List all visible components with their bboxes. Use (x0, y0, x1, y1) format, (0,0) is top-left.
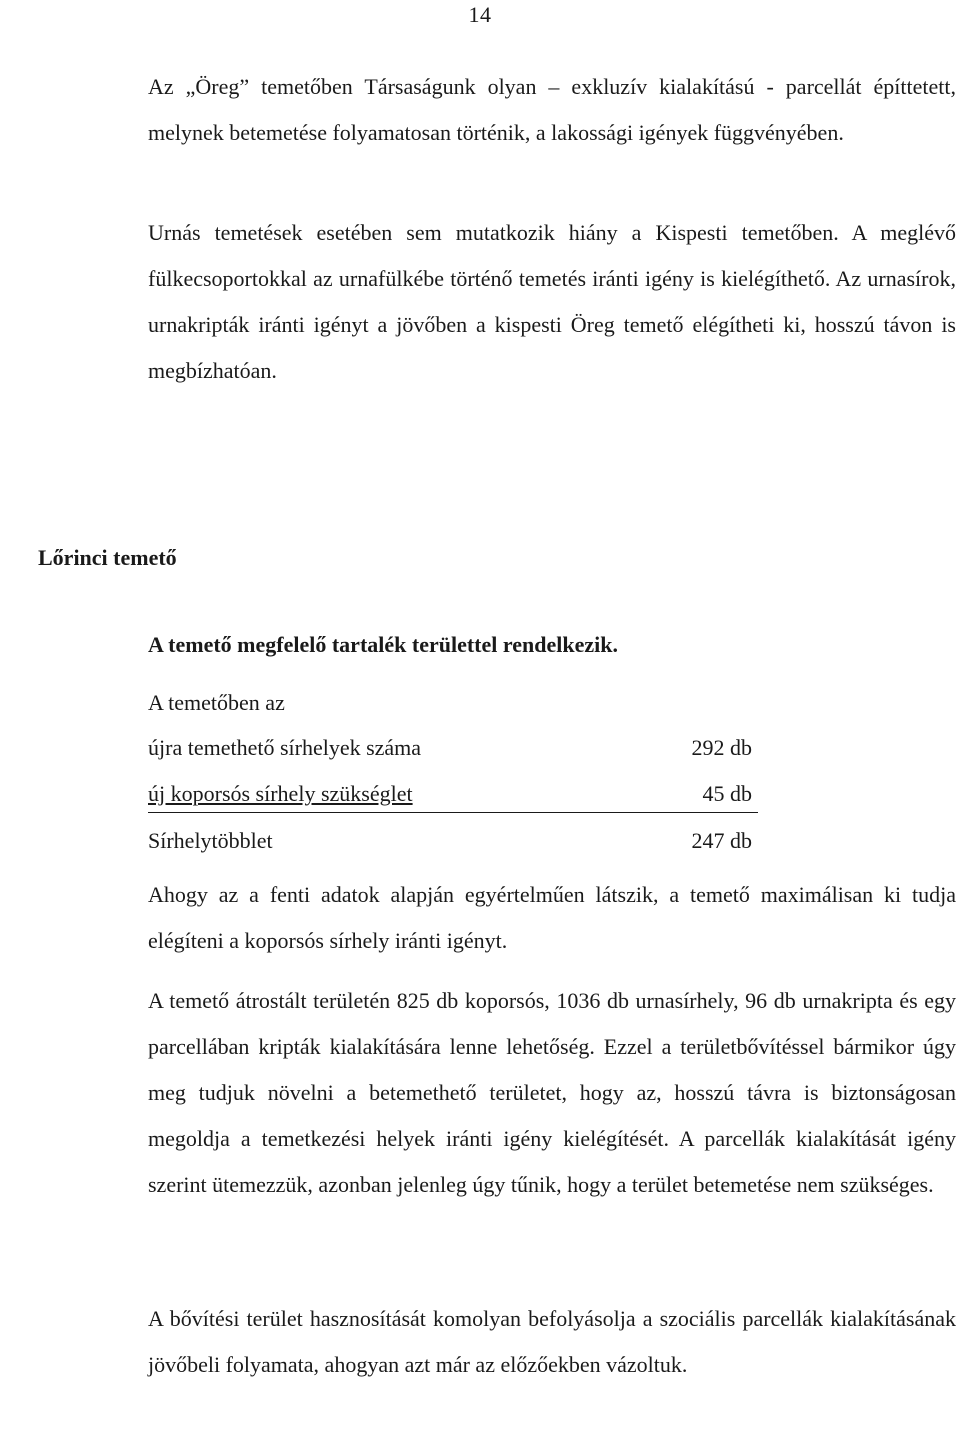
stat-row-reusable-graves (148, 728, 758, 774)
paragraph-oreg-parcel: Az „Öreg” temetőben Társaságunk olyan – exkluzív kialakítású - parcellát építtetett, melynek betemetése folyamatosan történik, a lakossági igények függvényében. (148, 74, 956, 145)
stat-value: 292 db (691, 735, 752, 760)
stat-label: Sírhelytöbblet (148, 828, 273, 853)
stat-value: 247 db (691, 828, 752, 853)
paragraph-conclusion: Ahogy az a fenti adatok alapján egyértelműen látszik, a temető maximálisan ki tudja elégíteni a koporsós sírhely iránti igényt. (148, 882, 956, 953)
section-subheading: A temető megfelelő tartalék területtel rendelkezik. (148, 632, 618, 657)
paragraph-expansion-area: A temető átrostált területén 825 db koporsós, 1036 db urnasírhely, 96 db urnakripta és egy parcellában kripták kialakítására lenne lehetőség. Ezzel a területbővítéssel bármikor úgy meg tudjuk növelni a betemethető területet, hogy az, hosszú távra is biztonságosan megoldja a temetkezési helyek iránti igény kielégítését. A parcellák kialakítását igény szerint ütemezzük, azonban jelenleg úgy tűnik, hogy a terület betemetése nem szükséges. (148, 988, 956, 1197)
grave-stats-list (148, 728, 758, 867)
stats-intro: A temetőben az (148, 690, 285, 715)
stat-row-coffin-grave-demand (148, 774, 758, 813)
paragraph-urn-burials: Urnás temetések esetében sem mutatkozik hiány a Kispesti temetőben. A meglévő fülkecsoportokkal az urnafülkébe történő temetés iránti igény is kielégíthető. Az urnasírok, urnakripták iránti igényt a jövőben a kispesti Öreg temető elégítheti ki, hosszú távon is megbízhatóan. (148, 220, 956, 383)
stat-value: 45 db (702, 781, 752, 806)
stat-label: újra temethető sírhelyek száma (148, 735, 422, 760)
page-number: 14 (468, 2, 492, 27)
paragraph-social-parcels: A bővítési terület hasznosítását komolyan befolyásolja a szociális parcellák kialakításának jövőbeli folyamata, ahogyan azt már az előzőekben vázoltuk. (148, 1306, 956, 1377)
stat-label: új koporsós sírhely szükséglet (148, 781, 413, 806)
section-heading: Lőrinci temető (38, 545, 177, 570)
stat-row-grave-surplus (148, 821, 758, 867)
